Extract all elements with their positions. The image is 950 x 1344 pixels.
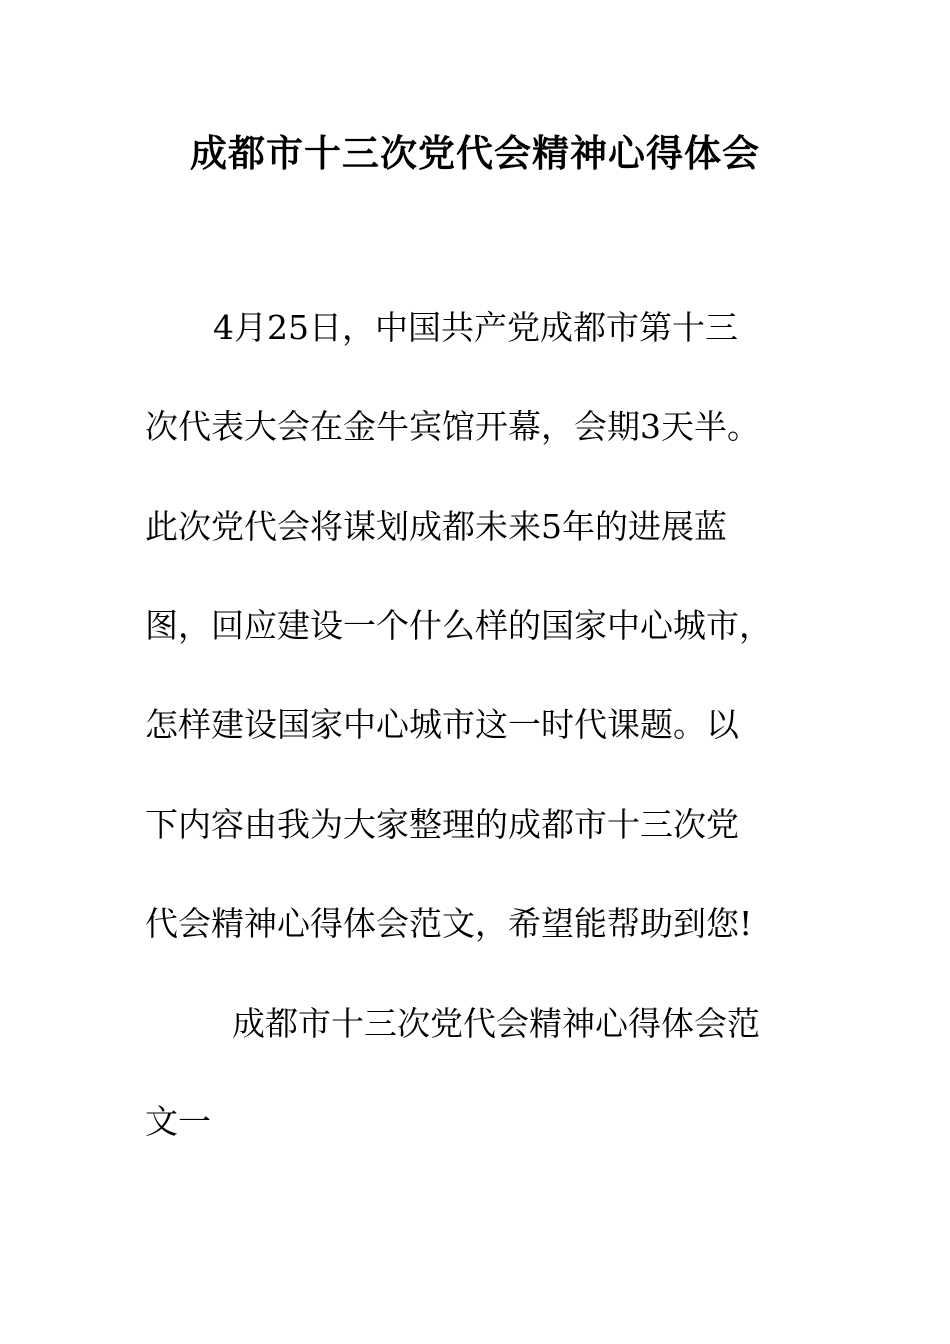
section-heading-line: 文一 [145, 1102, 211, 1141]
paragraph-line: 此次党代会将谋划成都未来5年的进展蓝 [145, 507, 727, 546]
document-title: 成都市十三次党代会精神心得体会 [190, 132, 760, 175]
paragraph-line: 代会精神心得体会范文，希望能帮助到您! [145, 904, 753, 943]
paragraph-line: 怎样建设国家中心城市这一时代课题。以 [145, 705, 739, 744]
paragraph-line: 下内容由我为大家整理的成都市十三次党 [145, 805, 739, 844]
paragraph-line: 次代表大会在金牛宾馆开幕，会期3天半。 [145, 407, 760, 446]
paragraph-line: 4月25日，中国共产党成都市第十三 [213, 308, 738, 347]
section-heading-line: 成都市十三次党代会精神心得体会范 [232, 1004, 760, 1043]
paragraph-line: 图，回应建设一个什么样的国家中心城市， [145, 606, 772, 645]
